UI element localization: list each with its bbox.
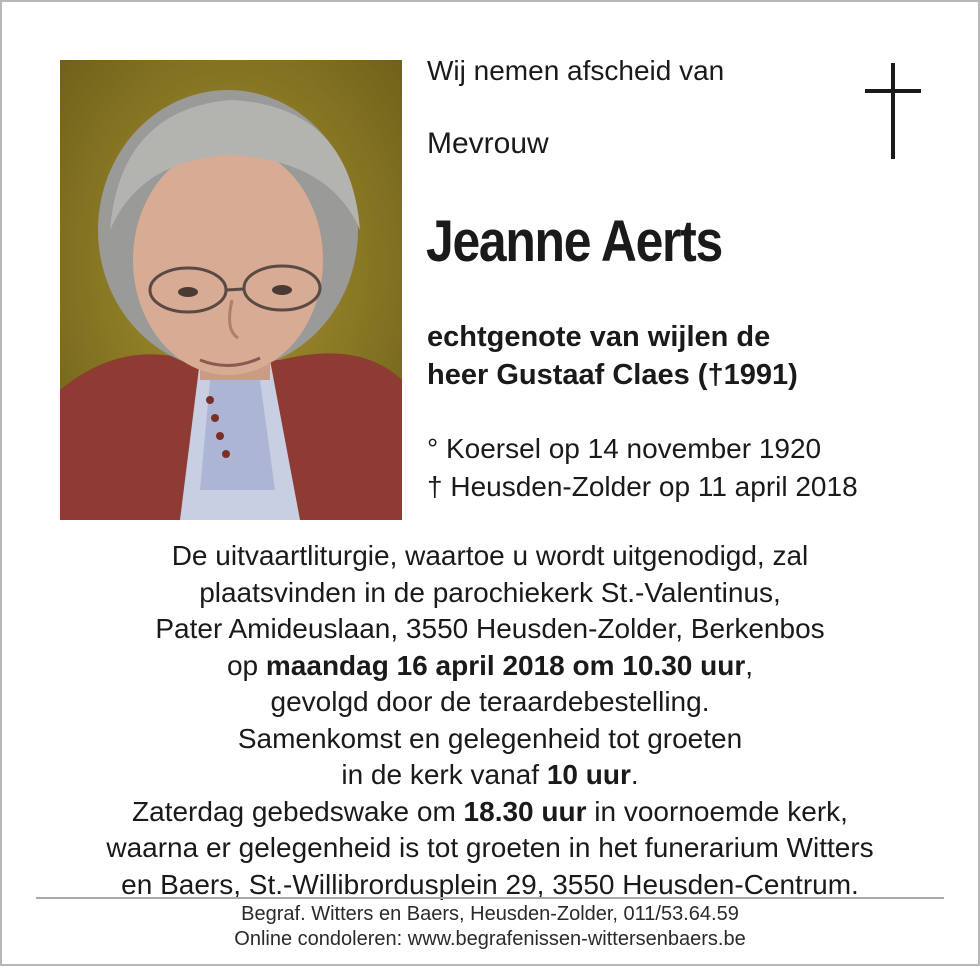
vigil-time: 18.30 uur bbox=[463, 795, 587, 827]
ceremony-date-prefix: op bbox=[226, 649, 266, 681]
cross-icon bbox=[865, 63, 921, 159]
portrait-illustration bbox=[60, 60, 402, 520]
ceremony-line: gevolgd door de teraardebestelling. bbox=[270, 686, 710, 717]
ceremony-line: plaatsvinden in de parochiekerk St.-Valentinus, bbox=[199, 576, 781, 608]
ceremony-line: De uitvaartliturgie, waartoe u wordt uitgenodigd, zal bbox=[171, 540, 809, 571]
funeral-home-contact: Begraf. Witters en Baers, Heusden-Zolder, 011/53.64.59 bbox=[241, 903, 739, 925]
portrait-photo bbox=[60, 60, 402, 520]
deceased-name: Jeanne Aerts bbox=[426, 209, 722, 274]
greeting-time-line bbox=[20, 757, 960, 794]
footer bbox=[20, 902, 960, 952]
ceremony-date: maandag 16 april 2018 om 10.30 uur bbox=[265, 649, 746, 681]
spouse-line-1: echtgenote van wijlen de bbox=[427, 321, 771, 353]
birth-date: ° Koersel op 14 november 1920 bbox=[427, 433, 822, 464]
spouse-line-2: heer Gustaaf Claes (†1991) bbox=[427, 359, 798, 391]
ceremony-line: Pater Amideuslaan, 3550 Heusden-Zolder, Berkenbos bbox=[155, 613, 825, 644]
ceremony-details bbox=[20, 538, 960, 903]
online-condolence-link: Online condoleren: www.begrafenissen-wittersenbaers.be bbox=[234, 928, 746, 950]
ceremony-line: Samenkomst en gelegenheid tot groeten bbox=[237, 722, 743, 754]
greeting-prefix: in de kerk vanaf bbox=[341, 759, 547, 790]
vigil-suffix: in voornoemde kerk, bbox=[586, 795, 848, 827]
intro-text: Wij nemen afscheid van bbox=[427, 55, 725, 86]
divider bbox=[36, 897, 944, 899]
ceremony-line: waarna er gelegenheid is tot groeten in het funerarium Witters bbox=[106, 832, 874, 863]
spouse-block bbox=[427, 318, 798, 394]
greeting-suffix: . bbox=[630, 759, 639, 790]
ceremony-date-line bbox=[20, 648, 960, 685]
greeting-time: 10 uur bbox=[546, 759, 631, 790]
life-dates bbox=[427, 430, 858, 506]
vigil-line bbox=[20, 794, 960, 831]
ceremony-date-suffix: , bbox=[745, 649, 754, 681]
vigil-prefix: Zaterdag gebedswake om bbox=[132, 795, 464, 827]
salutation: Mevrouw bbox=[427, 127, 549, 160]
ceremony-line: en Baers, St.-Willibrordusplein 29, 3550 Heusden-Centrum. bbox=[121, 868, 859, 900]
death-date: † Heusden-Zolder op 11 april 2018 bbox=[427, 471, 858, 502]
